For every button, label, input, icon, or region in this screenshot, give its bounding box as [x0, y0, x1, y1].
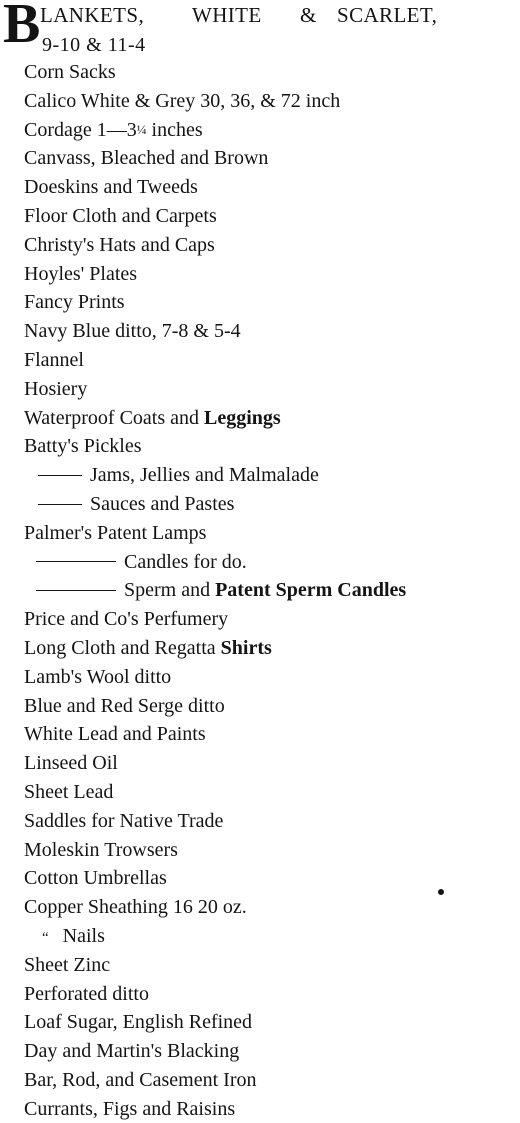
ditto-dash: [38, 475, 82, 476]
item-text: Cordage 1—3: [24, 118, 137, 141]
item-text: Corn Sacks: [24, 61, 116, 83]
list-item: [24, 317, 406, 346]
item-text: Canvass, Bleached and Brown: [24, 147, 269, 170]
list-item: [24, 663, 406, 692]
heading-word: WHITE: [192, 3, 262, 27]
item-text: Palmer's Patent Lamps: [24, 521, 207, 544]
list-item: [24, 231, 406, 260]
item-text: Linseed Oil: [24, 752, 118, 775]
item-text: Blue and Red Serge ditto: [24, 694, 225, 717]
list-item: [24, 519, 406, 548]
item-text: Sheet Lead: [24, 780, 114, 803]
list-item: [24, 432, 406, 461]
list-item: [24, 116, 406, 145]
list-item: [24, 634, 406, 663]
heading-line: [40, 2, 437, 28]
list-item: [24, 1037, 406, 1066]
list-item: [24, 692, 406, 721]
heading-subline: 9-10 & 11-4: [42, 34, 146, 56]
item-text: Currants, Figs and Raisins: [24, 1097, 236, 1120]
list-item: [24, 346, 406, 375]
list-item: [24, 490, 406, 519]
item-text: Nails: [62, 924, 105, 947]
ink-blot: [438, 889, 444, 895]
list-item: [24, 375, 406, 404]
item-text: Doeskins and Tweeds: [24, 176, 198, 199]
item-text: Waterproof Coats and: [24, 406, 204, 429]
list-item: [24, 836, 406, 865]
item-text: Moleskin Trowsers: [24, 838, 178, 861]
list-item: [24, 720, 406, 749]
list-item: [24, 404, 406, 433]
goods-list: [24, 58, 406, 1123]
list-item: [24, 144, 406, 173]
item-text: Calico White & Grey 30, 36, & 72 inch: [24, 89, 341, 112]
heading-word: LANKETS,: [40, 3, 145, 27]
list-item: [24, 1095, 406, 1123]
item-text: Fancy Prints: [24, 291, 125, 314]
item-text: Hosiery: [24, 377, 88, 400]
ditto-dash: [38, 504, 82, 505]
item-bold-text: Leggings: [204, 406, 281, 429]
item-text: Floor Cloth and Carpets: [24, 204, 217, 227]
list-item: [24, 288, 406, 317]
list-item: [24, 893, 406, 922]
item-text: Flannel: [24, 348, 84, 371]
item-bold-text: Shirts: [220, 636, 272, 659]
list-item: [24, 864, 406, 893]
item-text: Day and Martin's Blacking: [24, 1040, 240, 1063]
list-item: [24, 576, 406, 605]
list-item: [24, 173, 406, 202]
item-text: Batty's Pickles: [24, 435, 142, 458]
item-text: Lamb's Wool ditto: [24, 665, 172, 688]
item-text-tail: inches: [146, 118, 203, 141]
list-item: [24, 87, 406, 116]
list-item: [24, 951, 406, 980]
item-text: Candles for do.: [124, 550, 247, 573]
item-text: Sperm and: [124, 579, 216, 602]
list-item: [24, 548, 406, 577]
heading-word: SCARLET,: [337, 3, 438, 27]
item-text: Long Cloth and Regatta: [24, 636, 221, 659]
item-text: Sauces and Pastes: [90, 492, 235, 515]
list-item: [24, 749, 406, 778]
list-item: [24, 260, 406, 289]
item-text: Price and Co's Perfumery: [24, 608, 229, 631]
ditto-dash: [36, 561, 116, 562]
item-text: Navy Blue ditto, 7-8 & 5-4: [24, 320, 241, 343]
list-item: [24, 1066, 406, 1095]
item-text: Copper Sheathing 16 20 oz.: [24, 896, 247, 919]
list-item: [24, 922, 406, 951]
item-text: Sheet Zinc: [24, 953, 111, 976]
list-item: [24, 58, 406, 87]
item-text: Hoyles' Plates: [24, 262, 138, 285]
drop-cap: B: [3, 0, 40, 55]
ditto-dash: [36, 590, 116, 591]
ditto-mark: “: [42, 929, 49, 946]
item-text: Saddles for Native Trade: [24, 809, 224, 832]
heading-word: &: [300, 3, 317, 27]
list-item: [24, 461, 406, 490]
list-item: [24, 605, 406, 634]
list-item: [24, 778, 406, 807]
item-text: Perforated ditto: [24, 982, 149, 1005]
item-bold-text: Patent Sperm Candles: [215, 579, 407, 602]
item-text: Cotton Umbrellas: [24, 867, 167, 890]
item-text: White Lead and Paints: [24, 723, 206, 746]
list-item: [24, 807, 406, 836]
item-text: Bar, Rod, and Casement Iron: [24, 1068, 257, 1091]
list-item: [24, 980, 406, 1009]
item-text: Loaf Sugar, English Refined: [24, 1011, 253, 1034]
item-text: Christy's Hats and Caps: [24, 233, 215, 256]
item-fraction: ¼: [136, 121, 147, 137]
list-item: [24, 1008, 406, 1037]
item-text: Jams, Jellies and Malmalade: [90, 464, 319, 487]
list-item: [24, 202, 406, 231]
